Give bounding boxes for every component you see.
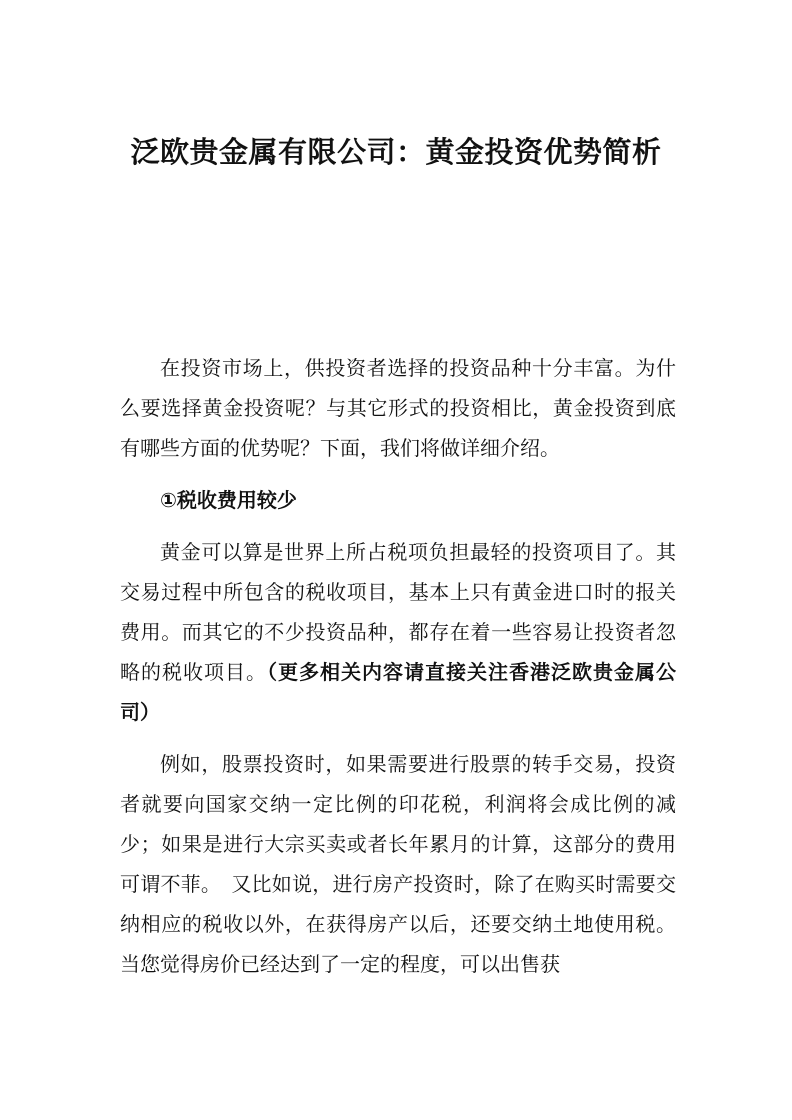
section-heading-tax: ①税收费用较少	[160, 488, 297, 512]
tax-paragraph	[120, 532, 676, 732]
tax-paragraph-text: 黄金可以算是世界上所占税项负担最轻的投资项目了。其交易过程中所包含的税收项目，基本上只有黄金进口时的报关费用。而其它的不少投资品种，都存在着一些容易让投资者忽略的税收项目。	[120, 540, 676, 684]
example-paragraph: 例如，股票投资时，如果需要进行股票的转手交易，投资者就要向国家交纳一定比例的印花税，利润将会成比例的减少；如果是进行大宗买卖或者长年累月的计算，这部分的费用可谓不菲。 又比如说，进行房产投资时，除了在购买时需要交纳相应的税收以外，在获得房产以后，还要交纳土地使用税。当您觉得房价已经达到了一定的程度，可以出售获	[120, 752, 676, 976]
document-body	[120, 348, 676, 984]
intro-paragraph: 在投资市场上，供投资者选择的投资品种十分丰富。为什么要选择黄金投资呢？与其它形式的投资相比，黄金投资到底有哪些方面的优势呢？下面，我们将做详细介绍。	[120, 356, 676, 460]
related-content-note: （更多相关内容请直接关注香港泛欧贵金属公司）	[120, 660, 676, 724]
document-title: 泛欧贵金属有限公司：黄金投资优势简析	[130, 135, 662, 169]
